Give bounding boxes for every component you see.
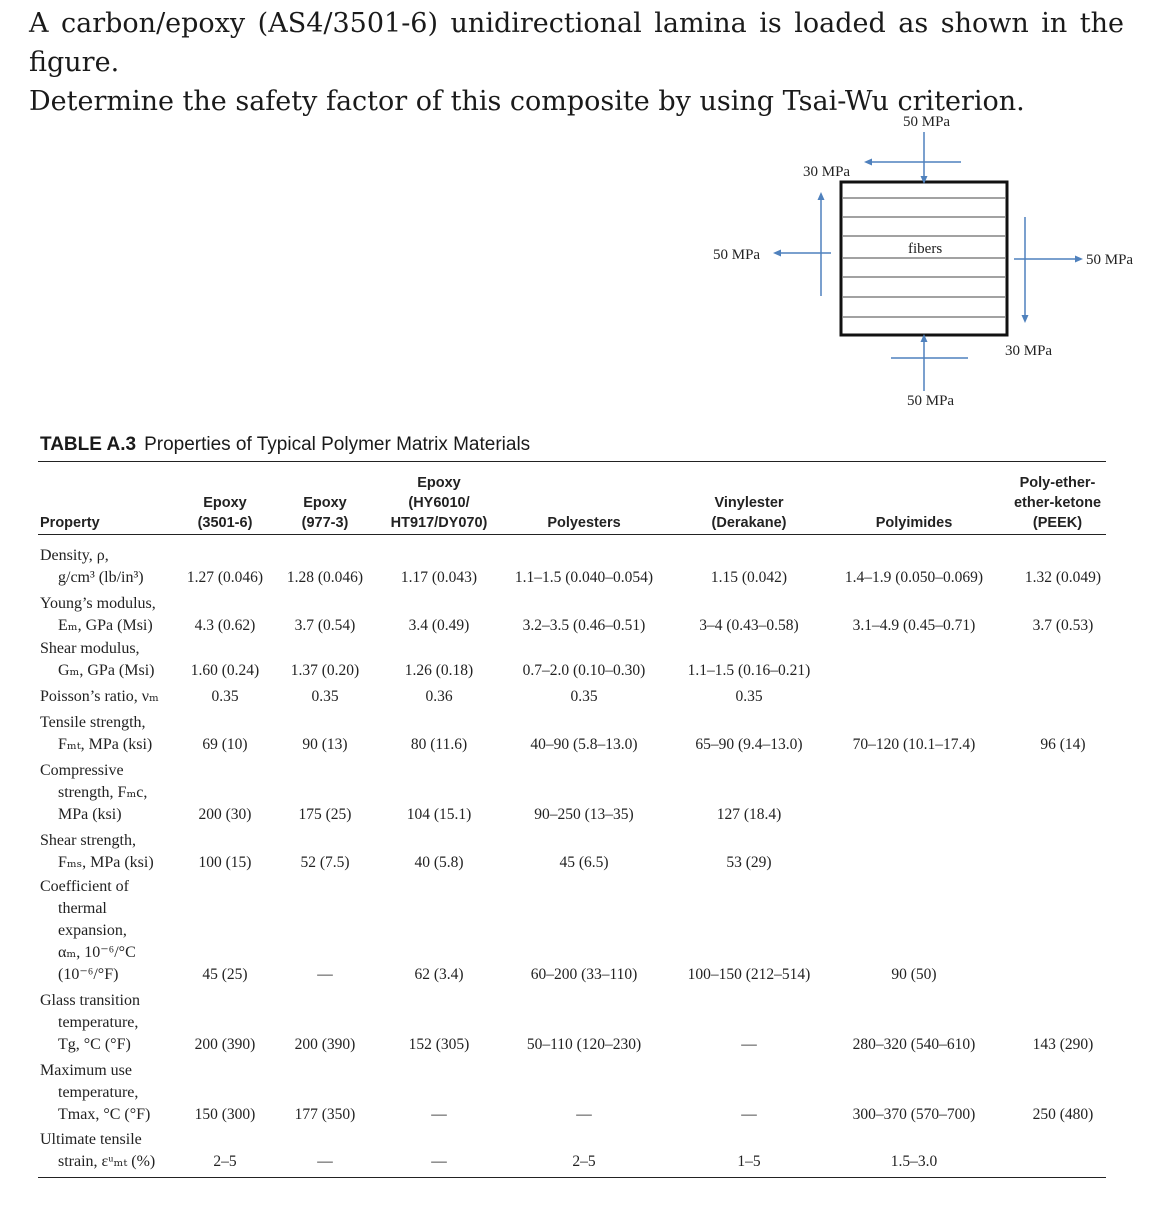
- table-cell: 127 (18.4): [716, 806, 782, 823]
- header-polyimides: [854, 513, 974, 533]
- table-cell: —: [741, 1036, 757, 1053]
- header-line: (977-3): [301, 515, 349, 531]
- table-cell: 90 (50): [891, 966, 937, 983]
- row-label-line: expansion,: [58, 922, 127, 939]
- row-label-line: Maximum use: [40, 1062, 132, 1079]
- row-label-line: strain, εᵘₘₜ (%): [58, 1153, 156, 1170]
- table-cell: 65–90 (9.4–13.0): [695, 736, 803, 753]
- row-label-line: Fₘₜ, MPa (ksi): [58, 736, 153, 753]
- row-label: [40, 686, 159, 708]
- header-line: Epoxy: [417, 475, 461, 491]
- table-cell: 0.7–2.0 (0.10–0.30): [522, 662, 646, 679]
- table-cell: 0.35: [570, 688, 598, 705]
- table-cell: 143 (290): [1032, 1036, 1094, 1053]
- header-line: (HY6010/: [408, 495, 470, 511]
- row-label: [40, 760, 147, 826]
- header-line: Epoxy: [203, 495, 247, 511]
- table-cell: 0.35: [311, 688, 339, 705]
- row-label-line: Shear strength,: [40, 832, 136, 849]
- table-cell: 200 (390): [294, 1036, 356, 1053]
- header-polyesters: [524, 513, 644, 533]
- row-label-line: (10⁻⁶/°F): [58, 966, 119, 983]
- arrowhead-top-shear: [864, 159, 872, 166]
- row-label: [40, 545, 144, 589]
- table-cell: 100–150 (212–514): [687, 966, 811, 983]
- table-cell: 62 (3.4): [414, 966, 464, 983]
- table-caption: [40, 434, 530, 456]
- top-load-label: 50 MPa: [903, 114, 951, 130]
- row-label-line: Young’s modulus,: [40, 595, 156, 612]
- table-cell: 150 (300): [194, 1106, 256, 1123]
- header-line: Poly-ether-: [1019, 475, 1096, 491]
- table-cell: 3.7 (0.53): [1032, 617, 1094, 634]
- table-cell: 1.17 (0.043): [400, 569, 478, 586]
- table-cell: 1.4–1.9 (0.050–0.069): [844, 569, 984, 586]
- row-label: [40, 1129, 155, 1173]
- table-cell: 250 (480): [1032, 1106, 1094, 1123]
- row-label: [40, 593, 156, 637]
- row-label-line: strength, Fₘc,: [58, 784, 148, 801]
- table-number: TABLE A.3: [40, 434, 137, 455]
- table-cell: 53 (29): [726, 854, 772, 871]
- header-property: Property: [40, 515, 100, 531]
- table-cell: 40 (5.8): [414, 854, 464, 871]
- table-cell: 45 (25): [202, 966, 248, 983]
- row-label-line: Glass transition: [40, 992, 140, 1009]
- table-cell: 3.1–4.9 (0.45–0.71): [852, 617, 976, 634]
- header-epoxy-977: [275, 493, 375, 533]
- header-line: Epoxy: [303, 495, 347, 511]
- table-cell: 1.37 (0.20): [290, 662, 360, 679]
- arrowhead-left: [773, 250, 781, 257]
- header-epoxy-3501: [175, 493, 275, 533]
- table-bottom-rule: [38, 1177, 1106, 1178]
- table-cell: —: [431, 1153, 447, 1170]
- table-cell: 40–90 (5.8–13.0): [530, 736, 638, 753]
- table-cell: 100 (15): [198, 854, 252, 871]
- row-label-line: Gₘ, GPa (Msi): [58, 662, 155, 679]
- arrowhead-right-shear: [1022, 315, 1029, 323]
- header-line: (3501-6): [197, 515, 253, 531]
- table-cell: 70–120 (10.1–17.4): [852, 736, 976, 753]
- table-cell: —: [576, 1106, 592, 1123]
- table-cell: —: [741, 1106, 757, 1123]
- loading-figure: [0, 0, 1171, 430]
- row-label-line: Coefficient of: [40, 878, 130, 895]
- table-cell: 1–5: [737, 1153, 761, 1170]
- table-cell: 280–320 (540–610): [852, 1036, 976, 1053]
- fibers-label: fibers: [908, 241, 943, 257]
- table-cell: 3.7 (0.54): [294, 617, 356, 634]
- right-shear-label: 30 MPa: [1005, 343, 1053, 359]
- table-cell: —: [317, 1153, 333, 1170]
- table-cell: 0.35: [735, 688, 763, 705]
- table-cell: 45 (6.5): [559, 854, 609, 871]
- header-peek: [1000, 473, 1115, 533]
- right-load-label: 50 MPa: [1086, 252, 1134, 268]
- table-cell: 104 (15.1): [406, 806, 472, 823]
- arrowhead-right: [1075, 256, 1083, 263]
- table-cell: 0.36: [425, 688, 453, 705]
- row-label: [40, 990, 140, 1056]
- row-label-line: Compressive: [40, 762, 124, 779]
- table-cell: 1.28 (0.046): [286, 569, 364, 586]
- row-label-line: Shear modulus,: [40, 640, 140, 657]
- table-cell: 52 (7.5): [300, 854, 350, 871]
- table-cell: 90 (13): [302, 736, 348, 753]
- table-cell: 1.26 (0.18): [404, 662, 474, 679]
- header-line: Vinylester: [714, 495, 784, 511]
- problem-line-1: A carbon/epoxy (AS4/3501-6) unidirectional lamina is loaded as shown in the figure.: [29, 8, 1124, 78]
- top-shear-label: 30 MPa: [803, 164, 851, 180]
- table-cell: 4.3 (0.62): [194, 617, 256, 634]
- table-cell: —: [317, 966, 333, 983]
- row-label-line: Density, ρ,: [40, 547, 109, 564]
- row-label-line: temperature,: [58, 1014, 139, 1031]
- row-label-line: αₘ, 10⁻⁶/°C: [58, 944, 136, 961]
- table-cell: 2–5: [213, 1153, 237, 1170]
- bottom-load-label: 50 MPa: [907, 393, 955, 409]
- table-cell: 3.2–3.5 (0.46–0.51): [522, 617, 646, 634]
- header-line: Polyesters: [547, 515, 621, 531]
- header-epoxy-hy6010: [374, 473, 504, 533]
- table-cell: 60–200 (33–110): [530, 966, 638, 983]
- table-cell: 1.15 (0.042): [710, 569, 788, 586]
- row-label: [40, 830, 154, 874]
- row-label-line: Poisson’s ratio, νₘ: [40, 688, 159, 705]
- row-label-line: Fₘₛ, MPa (ksi): [58, 854, 154, 871]
- table-cell: 50–110 (120–230): [526, 1036, 642, 1053]
- row-label-line: MPa (ksi): [58, 806, 122, 823]
- table-top-rule: [38, 461, 1106, 462]
- header-line: HT917/DY070): [390, 515, 488, 531]
- table-cell: 200 (30): [198, 806, 252, 823]
- table-cell: 152 (305): [408, 1036, 470, 1053]
- header-line: (PEEK): [1032, 515, 1083, 531]
- table-cell: 1.1–1.5 (0.16–0.21): [687, 662, 811, 679]
- table-cell: 2–5: [572, 1153, 596, 1170]
- header-line: Polyimides: [875, 515, 953, 531]
- table-cell: 177 (350): [294, 1106, 356, 1123]
- table-cell: 1.32 (0.049): [1024, 569, 1102, 586]
- row-label: [40, 638, 154, 682]
- table-cell: 1.5–3.0: [890, 1153, 938, 1170]
- row-label-line: temperature,: [58, 1084, 139, 1101]
- table-cell: 1.60 (0.24): [190, 662, 260, 679]
- table-cell: 3.4 (0.49): [408, 617, 470, 634]
- table-cell: 200 (390): [194, 1036, 256, 1053]
- header-line: ether-ketone: [1013, 495, 1102, 511]
- row-label-line: Tmax, °C (°F): [58, 1106, 151, 1123]
- table-cell: 69 (10): [202, 736, 248, 753]
- left-load-label: 50 MPa: [713, 247, 761, 263]
- row-label-line: Eₘ, GPa (Msi): [58, 617, 153, 634]
- table-cell: 0.35: [211, 688, 239, 705]
- table-cell: 90–250 (13–35): [534, 806, 634, 823]
- header-vinylester: [689, 493, 809, 533]
- header-line: (Derakane): [711, 515, 787, 531]
- table-cell: 96 (14): [1040, 736, 1086, 753]
- table-title: Properties of Typical Polymer Matrix Materials: [144, 434, 531, 455]
- table-cell: —: [431, 1106, 447, 1123]
- table-cell: 300–370 (570–700): [852, 1106, 976, 1123]
- table-cell: 3–4 (0.43–0.58): [699, 617, 799, 634]
- arrowhead-left-shear: [818, 192, 825, 200]
- table-cell: 175 (25): [298, 806, 352, 823]
- table-cell: 80 (11.6): [410, 736, 468, 753]
- row-label: [40, 876, 136, 986]
- table-cell: 1.1–1.5 (0.040–0.054): [514, 569, 654, 586]
- row-label-line: Tg, °C (°F): [58, 1036, 131, 1053]
- table-cell: 1.27 (0.046): [186, 569, 264, 586]
- row-label-line: g/cm³ (lb/in³): [58, 569, 144, 586]
- row-label-line: thermal: [58, 900, 107, 917]
- problem-line-2: Determine the safety factor of this composite by using Tsai-Wu criterion.: [29, 86, 1025, 117]
- row-label: [40, 712, 152, 756]
- table-header-rule: [38, 534, 1106, 535]
- row-label: [40, 1060, 150, 1126]
- row-label-line: Tensile strength,: [40, 714, 146, 731]
- row-label-line: Ultimate tensile: [40, 1131, 142, 1148]
